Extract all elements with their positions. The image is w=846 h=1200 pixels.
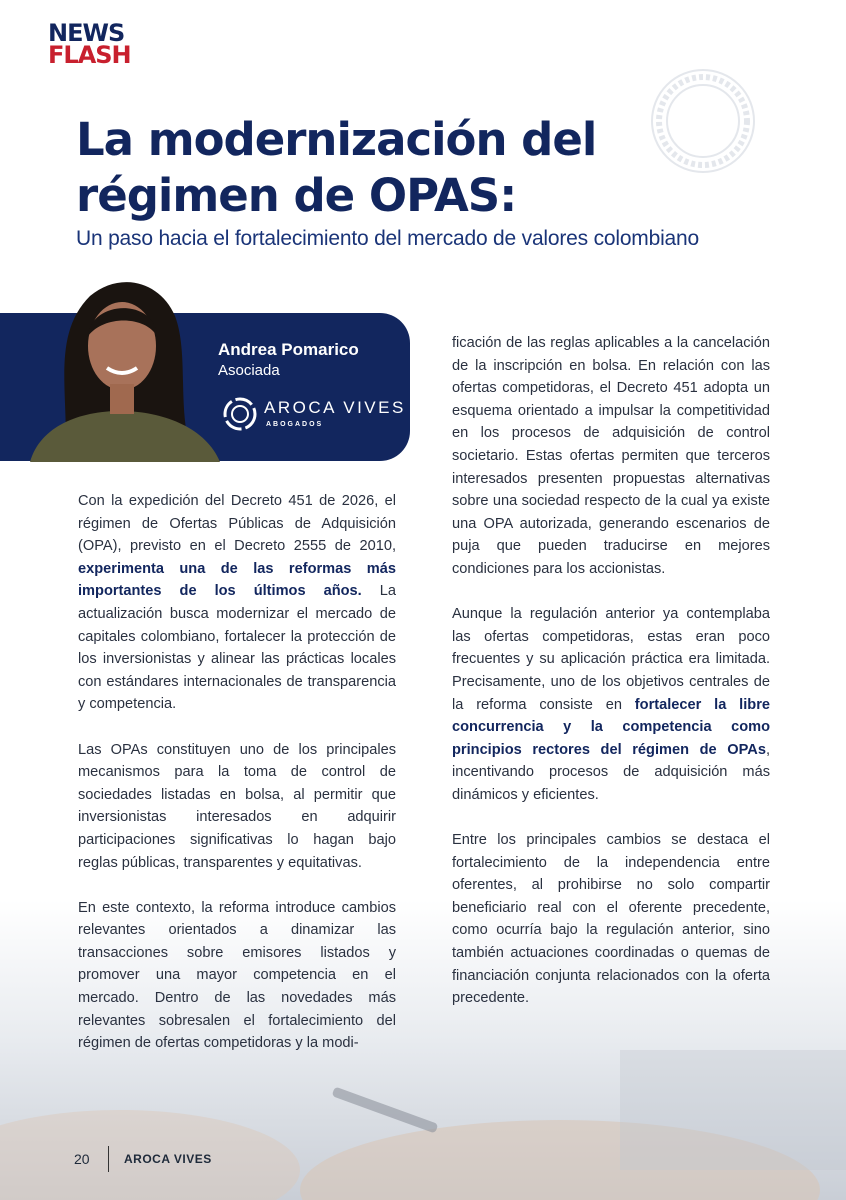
article-title	[76, 112, 776, 224]
page-number: 20	[74, 1151, 90, 1167]
article-column-right	[452, 332, 770, 1032]
paragraph	[452, 603, 770, 806]
badge-line-1: NEWS	[48, 19, 125, 47]
firm-tagline: ABOGADOS	[266, 421, 324, 428]
author-role: Asociada	[218, 362, 280, 379]
paragraph	[78, 490, 396, 716]
news-flash-badge	[48, 19, 131, 69]
badge-line-2: FLASH	[48, 41, 131, 69]
paragraph: En este contexto, la reforma introduce cambios relevantes orientados a dinamizar las transacciones sobre emisores listados y promover una mayor competencia en el mercado. Dentro de las novedades más relevantes sobresalen el fortalecimiento del régimen de ofertas competidoras y la modi-	[78, 899, 396, 1052]
paragraph: Las OPAs constituyen uno de los principales mecanismos para la toma de control de sociedades listadas en bolsa, al permitir que inversionistas interesados en adquirir participaciones significativas lo hagan bajo reglas públicas, transparentes y equitativas.	[78, 741, 396, 871]
footer-brand: AROCA VIVES	[124, 1152, 212, 1166]
firm-emblem-icon	[222, 396, 258, 432]
title-line-1: La modernización del	[76, 113, 597, 166]
paragraph-highlight: experimenta una de las reformas más importantes de los últimos años.	[78, 560, 396, 600]
paragraph: Entre los principales cambios se destaca el fortalecimiento de la independencia entre oferentes, al prohibirse no solo compartir beneficiario real con el oferente precedente, como ocurría bajo la regulación anterior, sino también actuaciones coordinadas o quemas de financiación conjunta relacionados con la oferta precedente.	[452, 832, 770, 1007]
article-subtitle: Un paso hacia el fortalecimiento del mercado de valores colombiano	[76, 227, 699, 250]
title-line-2: régimen de OPAS:	[76, 169, 517, 222]
firm-logo	[222, 396, 412, 436]
author-name: Andrea Pomarico	[218, 340, 359, 359]
footer-divider	[108, 1146, 109, 1172]
author-photo	[10, 276, 230, 462]
paragraph-text: Con la expedición del Decreto 451 de 2026, el régimen de Ofertas Públicas de Adquisición (OPA), previsto en el Decreto 2555 de 2010,	[78, 493, 396, 555]
article-column-left	[78, 490, 396, 1077]
paragraph-text: La actualización busca modernizar el mercado de capitales colombiano, fortalecer la protección de los inversionistas y alinear las prácticas locales con estándares internacionales de transparencia y competencia.	[78, 583, 396, 713]
paragraph: ficación de las reglas aplicables a la cancelación de la inscripción en bolsa. En relación con las ofertas competidoras, el Decreto 451 adopta un esquema orientado a impulsar la competitividad en los procesos de adquisición de control societario. Estas ofertas permiten que terceros interesados presenten propuestas alternativas sobre una sociedad respecto de la cual ya existe una OPA autorizada, generando escenarios de puja que pueden traducirse en mejores condiciones para los accionistas.	[452, 335, 770, 577]
paragraph-text: , incentivando procesos de adquisición más dinámicos y eficientes.	[452, 741, 770, 803]
firm-name: AROCA VIVES	[264, 398, 406, 417]
paragraph-text: Aunque la regulación anterior ya contemplaba las ofertas competidoras, estas eran poco frecuentes y su aplicación práctica era limitada. Precisamente, uno de los objetivos centrales de la reforma consiste en	[452, 606, 770, 713]
paragraph-highlight: fortalecer la libre concurrencia y la competencia como principios rectores del régimen de OPAs	[452, 696, 770, 758]
